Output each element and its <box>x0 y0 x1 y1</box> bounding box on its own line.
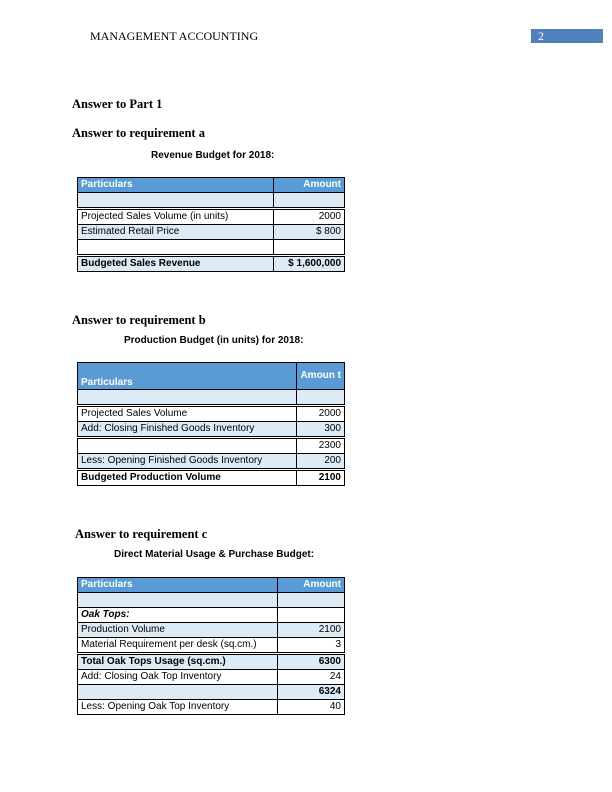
table-row <box>78 470 345 486</box>
revenue-budget-table <box>77 177 345 272</box>
row-label: Less: Opening Oak Top Inventory <box>78 700 278 715</box>
row-label <box>78 593 278 608</box>
section-heading-c: Answer to requirement c <box>75 527 208 541</box>
row-label: Material Requirement per desk (sq.cm.) <box>78 638 278 654</box>
row-value: 200 <box>297 454 345 470</box>
row-value <box>278 608 345 623</box>
row-value: 6300 <box>278 654 345 670</box>
table-row <box>78 670 345 685</box>
part-heading: Answer to Part 1 <box>72 97 163 111</box>
row-label: Projected Sales Volume <box>78 406 297 422</box>
table-row <box>78 390 345 406</box>
row-value: $ 1,600,000 <box>274 256 345 272</box>
column-header: Amount <box>278 578 345 593</box>
running-header: MANAGEMENT ACCOUNTING <box>90 29 259 43</box>
row-label: Projected Sales Volume (in units) <box>78 209 274 225</box>
row-value: 2100 <box>297 470 345 486</box>
section-heading-a: Answer to requirement a <box>72 126 205 140</box>
row-value <box>274 240 345 256</box>
row-value: 300 <box>297 422 345 438</box>
table-caption-c: Direct Material Usage & Purchase Budget: <box>114 549 315 560</box>
table-row <box>78 638 345 654</box>
row-value: 2000 <box>297 406 345 422</box>
column-header: Amoun t <box>297 363 345 390</box>
row-label <box>78 438 297 454</box>
table-row <box>78 209 345 225</box>
row-value: 24 <box>278 670 345 685</box>
table-header-row <box>78 363 345 390</box>
section-heading-b: Answer to requirement b <box>72 313 206 327</box>
table-row <box>78 438 345 454</box>
row-value <box>297 390 345 406</box>
material-budget-table <box>77 577 345 715</box>
row-label: Budgeted Production Volume <box>78 470 297 486</box>
row-label: Add: Closing Finished Goods Inventory <box>78 422 297 438</box>
row-value: 6324 <box>278 685 345 700</box>
row-label <box>78 240 274 256</box>
row-label: Less: Opening Finished Goods Inventory <box>78 454 297 470</box>
row-value: 2100 <box>278 623 345 638</box>
row-label: Estimated Retail Price <box>78 225 274 240</box>
table-row <box>78 593 345 608</box>
table-row <box>78 623 345 638</box>
row-value: 40 <box>278 700 345 715</box>
table-row <box>78 654 345 670</box>
column-header: Particulars <box>78 578 278 593</box>
row-label: Budgeted Sales Revenue <box>78 256 274 272</box>
row-label <box>78 685 278 700</box>
row-value: 2300 <box>297 438 345 454</box>
row-label: Production Volume <box>78 623 278 638</box>
table-row <box>78 685 345 700</box>
table-row <box>78 608 345 623</box>
production-budget-table <box>77 362 345 486</box>
table-row <box>78 193 345 209</box>
table-header-row <box>78 178 345 193</box>
row-label: Total Oak Tops Usage (sq.cm.) <box>78 654 278 670</box>
row-value: 3 <box>278 638 345 654</box>
table-row <box>78 422 345 438</box>
table-header-row <box>78 578 345 593</box>
table-row <box>78 406 345 422</box>
row-label <box>78 390 297 406</box>
row-value <box>278 593 345 608</box>
column-header: Particulars <box>78 178 274 193</box>
column-header: Amount <box>274 178 345 193</box>
table-row <box>78 700 345 715</box>
table-row <box>78 240 345 256</box>
row-value: $ 800 <box>274 225 345 240</box>
table-caption-a: Revenue Budget for 2018: <box>151 150 275 161</box>
row-label: Oak Tops: <box>78 608 278 623</box>
table-row <box>78 454 345 470</box>
table-row <box>78 256 345 272</box>
table-caption-b: Production Budget (in units) for 2018: <box>124 335 304 346</box>
row-value: 2000 <box>274 209 345 225</box>
row-label <box>78 193 274 209</box>
column-header: Particulars <box>78 363 297 390</box>
row-value <box>274 193 345 209</box>
row-label: Add: Closing Oak Top Inventory <box>78 670 278 685</box>
page-number: 2 <box>531 29 603 43</box>
table-row <box>78 225 345 240</box>
